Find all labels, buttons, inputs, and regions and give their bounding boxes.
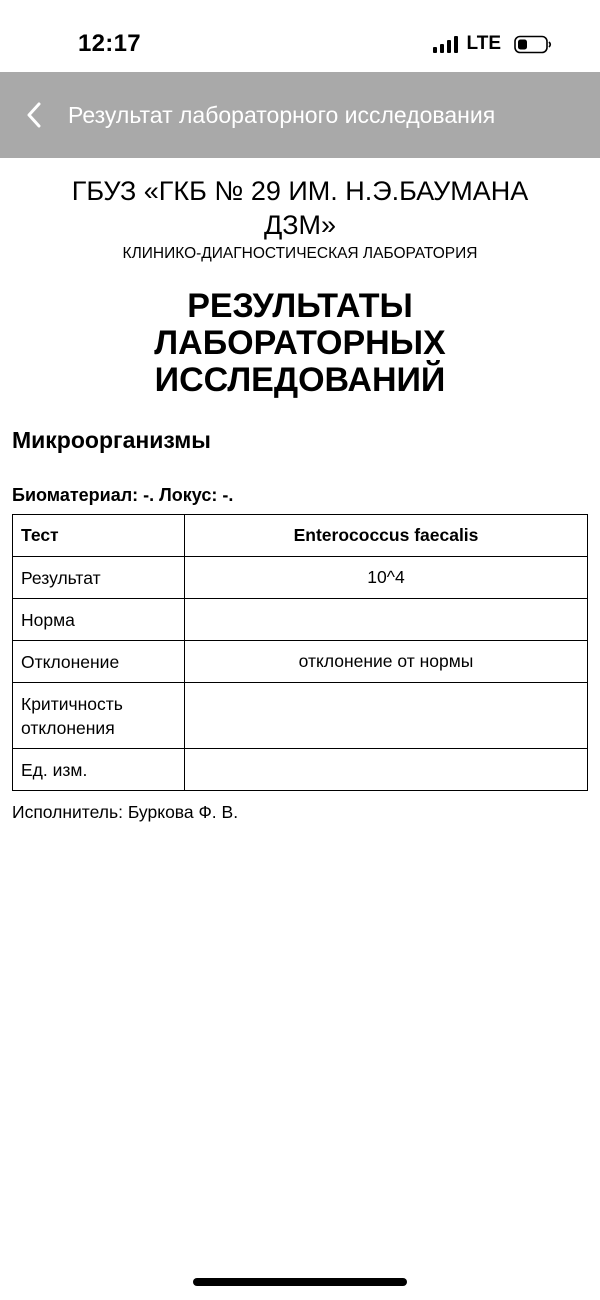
table-header-row (13, 515, 588, 557)
status-bar (0, 0, 600, 72)
row-value (185, 683, 588, 749)
table-row (13, 641, 588, 683)
results-table (12, 514, 588, 791)
back-button[interactable] (16, 72, 52, 158)
table-header-test: Тест (13, 515, 185, 557)
document (0, 158, 600, 823)
row-value (185, 749, 588, 791)
table-row (13, 557, 588, 599)
biomaterial-line: Биоматериал: -. Локус: -. (12, 485, 234, 505)
page-title: Результат лабораторного исследования (68, 102, 496, 128)
table-header-organism: Enterococcus faecalis (185, 515, 588, 557)
table-row (13, 683, 588, 749)
status-indicators (433, 33, 552, 55)
section-title: Микроорганизмы (12, 427, 211, 453)
org-name: ГБУЗ «ГКБ № 29 ИМ. Н.Э.БАУМАНА ДЗМ» (71, 176, 529, 240)
table-row (13, 749, 588, 791)
row-label: Результат (13, 557, 185, 599)
executor-line: Исполнитель: Буркова Ф. В. (12, 802, 239, 822)
status-time: 12:17 (78, 30, 141, 57)
nav-header (0, 72, 600, 158)
row-label: Критичность отклонения (13, 683, 185, 749)
home-indicator[interactable] (193, 1278, 407, 1286)
battery-icon (514, 35, 552, 54)
row-label: Отклонение (13, 641, 185, 683)
document-title: РЕЗУЛЬТАТЫ ЛАБОРАТОРНЫХ ИССЛЕДОВАНИЙ (154, 287, 446, 399)
network-label: LTE (466, 33, 501, 54)
cellular-signal-icon (433, 35, 458, 53)
row-value: 10^4 (185, 557, 588, 599)
row-value (185, 599, 588, 641)
row-label: Норма (13, 599, 185, 641)
org-department: КЛИНИКО-ДИАГНОСТИЧЕСКАЯ ЛАБОРАТОРИЯ (122, 245, 478, 262)
table-row (13, 599, 588, 641)
row-value: отклонение от нормы (185, 641, 588, 683)
row-label: Ед. изм. (13, 749, 185, 791)
chevron-left-icon (25, 101, 43, 129)
